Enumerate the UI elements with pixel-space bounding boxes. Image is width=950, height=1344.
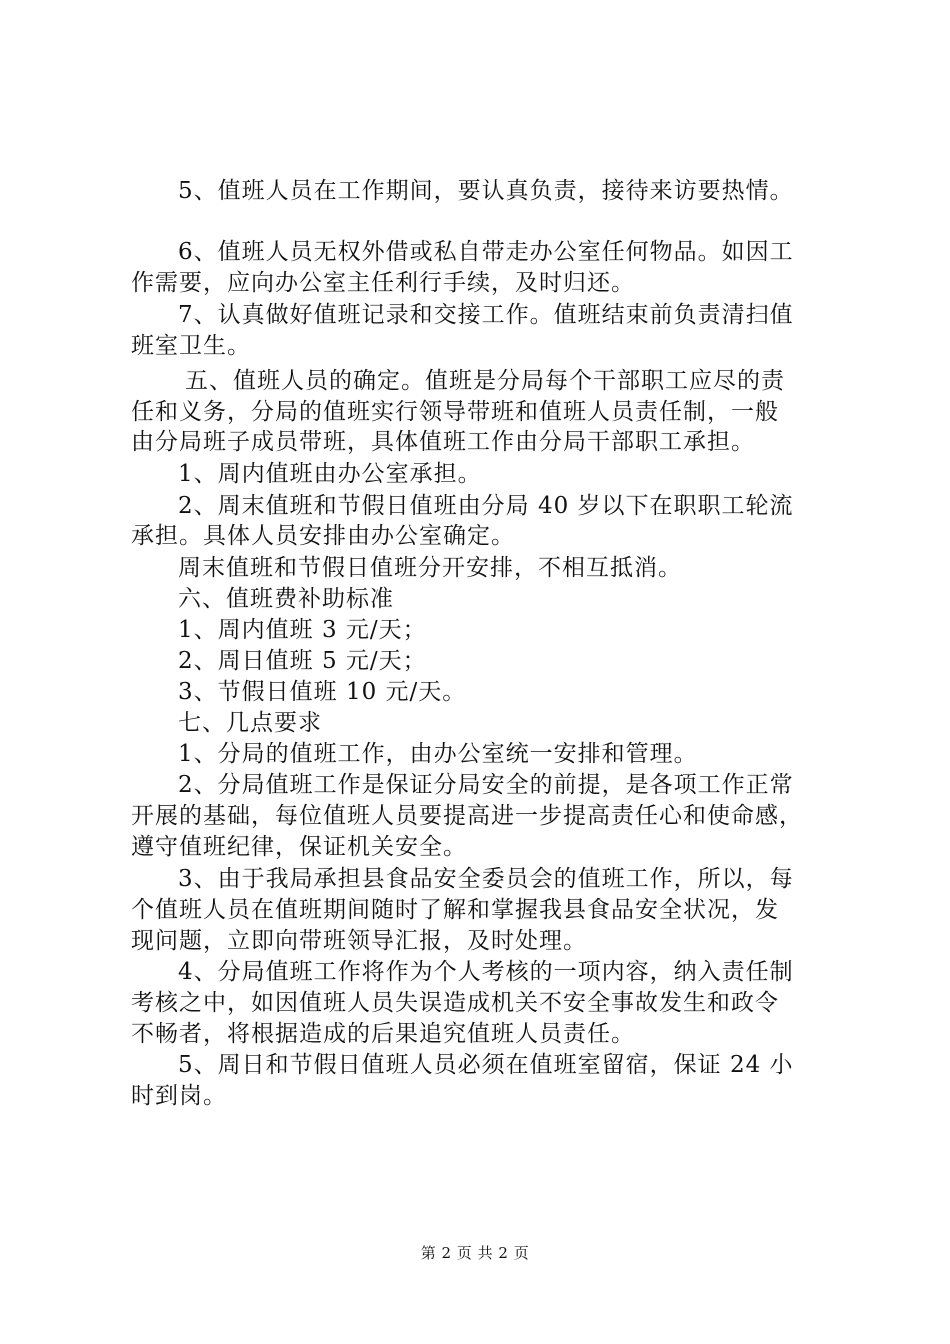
paragraph-line: 1、周内值班由办公室承担。 <box>178 461 482 487</box>
paragraph-line: 3、由于我局承担县食品安全委员会的值班工作，所以，每 <box>178 866 794 892</box>
paragraph-line: 6、值班人员无权外借或私自带走办公室任何物品。如因工 <box>178 239 794 265</box>
paragraph-line: 开展的基础，每位值班人员要提高进一步提高责任心和使命感， <box>131 803 803 829</box>
paragraph-line: 现问题，立即向带班领导汇报，及时处理。 <box>131 928 587 954</box>
paragraph-line: 7、认真做好值班记录和交接工作。值班结束前负责清扫值 <box>178 302 794 328</box>
paragraph-line: 不畅者，将根据造成的后果追究值班人员责任。 <box>131 1021 635 1047</box>
page-footer: 第 2 页 共 2 页 <box>420 1244 530 1262</box>
paragraph-line: 3、节假日值班 10 元/天。 <box>178 679 467 705</box>
paragraph-line: 5、值班人员在工作期间，要认真负责，接待来访要热情。 <box>178 178 794 204</box>
paragraph-line: 4、分局值班工作将作为个人考核的一项内容，纳入责任制 <box>178 959 794 985</box>
paragraph-line: 班室卫生。 <box>131 333 251 359</box>
paragraph-line: 个值班人员在值班期间随时了解和掌握我县食品安全状况，发 <box>131 897 779 923</box>
paragraph-line: 2、分局值班工作是保证分局安全的前提，是各项工作正常 <box>178 772 794 798</box>
paragraph-line: 遵守值班纪律，保证机关安全。 <box>131 834 467 860</box>
paragraph-line: 2、周日值班 5 元/天； <box>178 648 427 674</box>
paragraph-line: 承担。具体人员安排由办公室确定。 <box>131 523 515 549</box>
paragraph-line: 由分局班子成员带班，具体值班工作由分局干部职工承担。 <box>131 429 755 455</box>
paragraph-line: 作需要，应向办公室主任利行手续，及时归还。 <box>131 270 635 296</box>
paragraph-line: 任和义务，分局的值班实行领导带班和值班人员责任制，一般 <box>131 399 779 425</box>
section-heading: 六、值班费补助标准 <box>178 586 394 612</box>
paragraph-line: 1、分局的值班工作，由办公室统一安排和管理。 <box>178 741 698 767</box>
paragraph-line: 5、周日和节假日值班人员必须在值班室留宿，保证 24 小 <box>178 1052 794 1078</box>
paragraph-line: 时到岗。 <box>131 1083 227 1109</box>
paragraph-line: 周末值班和节假日值班分开安排，不相互抵消。 <box>178 555 682 581</box>
paragraph-line: 考核之中，如因值班人员失误造成机关不安全事故发生和政令 <box>131 990 779 1016</box>
paragraph-line: 1、周内值班 3 元/天； <box>178 617 427 643</box>
paragraph-line: 2、周末值班和节假日值班由分局 40 岁以下在职职工轮流 <box>178 493 794 519</box>
section-heading: 七、几点要求 <box>178 710 322 736</box>
paragraph-line: 五、值班人员的确定。值班是分局每个干部职工应尽的责 <box>185 368 785 394</box>
